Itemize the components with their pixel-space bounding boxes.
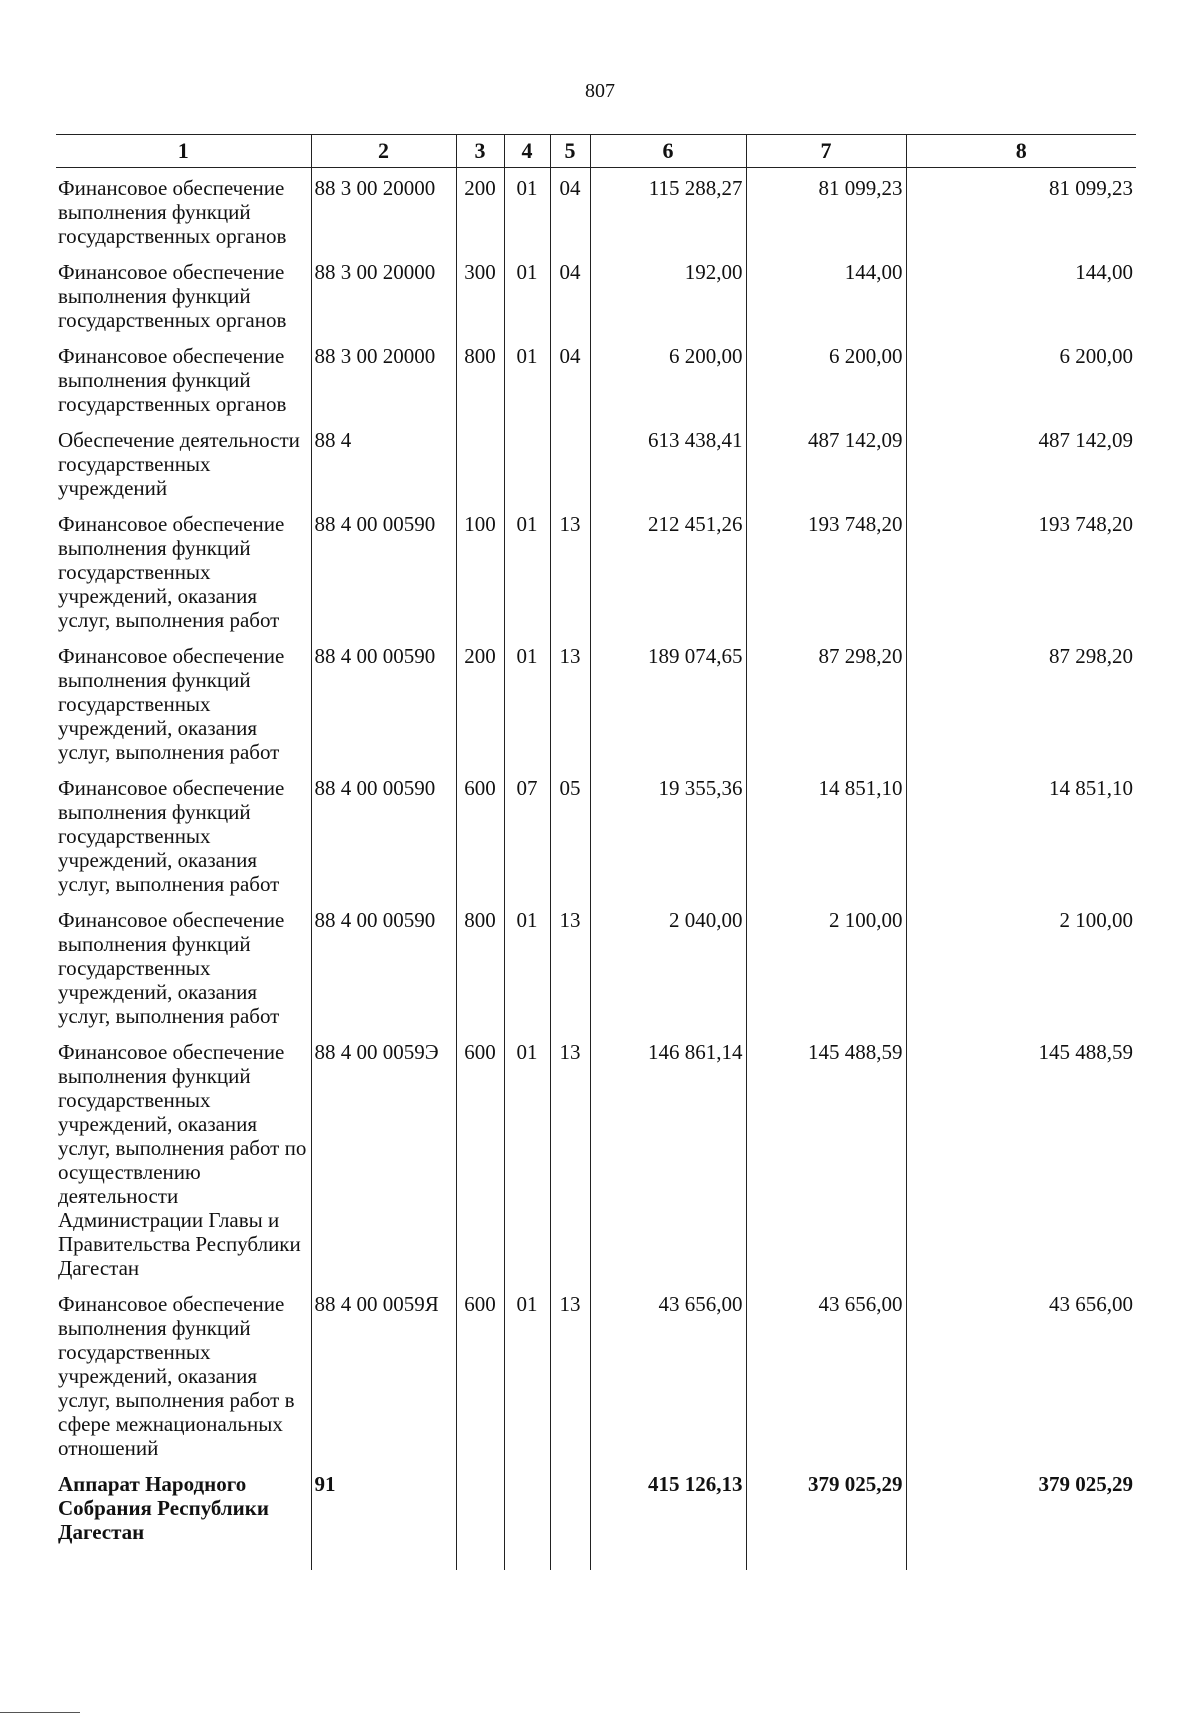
row-amount-col8: 14 851,10 — [906, 768, 1136, 900]
row-amount-col8: 193 748,20 — [906, 504, 1136, 636]
row-section-code — [504, 420, 550, 504]
row-amount-col7: 6 200,00 — [746, 336, 906, 420]
row-description: Аппарат Народного Собрания Республики Дагестан — [58, 1472, 269, 1544]
row-description: Финансовое обеспечение выполнения функций государственных учреждений, оказания услуг, выполнения работ — [58, 776, 285, 896]
page-number: 807 — [585, 80, 615, 102]
column-header-1: 1 — [56, 135, 311, 168]
row-type-code: 100 — [456, 504, 504, 636]
row-type-code — [456, 420, 504, 504]
row-amount-col8: 87 298,20 — [906, 636, 1136, 768]
row-amount-col7: 487 142,09 — [746, 420, 906, 504]
row-code: 88 3 00 20000 — [311, 252, 456, 336]
row-code: 91 — [311, 1464, 456, 1570]
row-amount-col8: 43 656,00 — [906, 1284, 1136, 1464]
row-amount-col8: 487 142,09 — [906, 420, 1136, 504]
row-section-code: 01 — [504, 636, 550, 768]
row-amount-col6: 115 288,27 — [590, 168, 746, 253]
row-amount-col7: 87 298,20 — [746, 636, 906, 768]
row-description: Финансовое обеспечение выполнения функций государственных учреждений, оказания услуг, выполнения работ — [58, 644, 285, 764]
table-row — [56, 1032, 1136, 1284]
row-amount-col7: 14 851,10 — [746, 768, 906, 900]
row-subsection-code — [550, 420, 590, 504]
row-subsection-code: 13 — [550, 636, 590, 768]
row-amount-col8: 2 100,00 — [906, 900, 1136, 1032]
row-type-code: 200 — [456, 636, 504, 768]
row-section-code: 01 — [504, 504, 550, 636]
row-section-code: 01 — [504, 168, 550, 253]
row-subsection-code: 13 — [550, 1284, 590, 1464]
row-code: 88 4 00 0059Э — [311, 1032, 456, 1284]
row-subsection-code: 04 — [550, 252, 590, 336]
row-type-code: 800 — [456, 900, 504, 1032]
row-section-code: 01 — [504, 252, 550, 336]
row-section-code: 01 — [504, 1032, 550, 1284]
row-code: 88 4 00 00590 — [311, 636, 456, 768]
row-description: Финансовое обеспечение выполнения функций государственных органов — [58, 344, 287, 416]
column-header-4: 4 — [504, 135, 550, 168]
table-body — [56, 168, 1136, 1571]
row-amount-col6: 6 200,00 — [590, 336, 746, 420]
row-section-code: 01 — [504, 1284, 550, 1464]
column-header-6: 6 — [590, 135, 746, 168]
row-description: Финансовое обеспечение выполнения функций государственных учреждений, оказания услуг, выполнения работ по осуществлению деятельности Администрации Главы и Правительства Республики Дагестан — [58, 1040, 307, 1280]
row-subsection-code — [550, 1464, 590, 1570]
row-subsection-code: 04 — [550, 168, 590, 253]
row-type-code: 300 — [456, 252, 504, 336]
row-amount-col6: 212 451,26 — [590, 504, 746, 636]
budget-table-container — [56, 134, 1136, 1570]
row-code: 88 3 00 20000 — [311, 336, 456, 420]
row-subsection-code: 13 — [550, 900, 590, 1032]
row-type-code: 600 — [456, 1032, 504, 1284]
row-code: 88 4 00 00590 — [311, 768, 456, 900]
row-amount-col8: 6 200,00 — [906, 336, 1136, 420]
table-row — [56, 168, 1136, 253]
row-amount-col7: 81 099,23 — [746, 168, 906, 253]
row-section-code: 07 — [504, 768, 550, 900]
row-subsection-code: 05 — [550, 768, 590, 900]
header-row — [56, 135, 1136, 168]
row-code: 88 4 00 00590 — [311, 900, 456, 1032]
row-amount-col6: 2 040,00 — [590, 900, 746, 1032]
row-description: Финансовое обеспечение выполнения функций государственных учреждений, оказания услуг, выполнения работ — [58, 512, 285, 632]
row-amount-col7: 379 025,29 — [746, 1464, 906, 1570]
column-header-5: 5 — [550, 135, 590, 168]
row-code: 88 3 00 20000 — [311, 168, 456, 253]
table-row — [56, 1284, 1136, 1464]
row-code: 88 4 00 00590 — [311, 504, 456, 636]
row-amount-col6: 613 438,41 — [590, 420, 746, 504]
table-row — [56, 768, 1136, 900]
row-section-code: 01 — [504, 336, 550, 420]
row-type-code: 600 — [456, 1284, 504, 1464]
row-subsection-code: 04 — [550, 336, 590, 420]
row-type-code: 200 — [456, 168, 504, 253]
table-row — [56, 900, 1136, 1032]
row-description: Финансовое обеспечение выполнения функций государственных органов — [58, 176, 287, 248]
row-type-code — [456, 1464, 504, 1570]
column-header-7: 7 — [746, 135, 906, 168]
row-code: 88 4 00 0059Я — [311, 1284, 456, 1464]
row-description: Финансовое обеспечение выполнения функций государственных учреждений, оказания услуг, выполнения работ в сфере межнациональных отношений — [58, 1292, 295, 1460]
table-row — [56, 420, 1136, 504]
row-amount-col6: 146 861,14 — [590, 1032, 746, 1284]
row-description: Финансовое обеспечение выполнения функций государственных учреждений, оказания услуг, выполнения работ — [58, 908, 285, 1028]
row-amount-col6: 43 656,00 — [590, 1284, 746, 1464]
row-amount-col7: 144,00 — [746, 252, 906, 336]
row-amount-col8: 81 099,23 — [906, 168, 1136, 253]
row-amount-col7: 43 656,00 — [746, 1284, 906, 1464]
row-amount-col8: 144,00 — [906, 252, 1136, 336]
table-row — [56, 636, 1136, 768]
row-amount-col6: 19 355,36 — [590, 768, 746, 900]
row-amount-col6: 415 126,13 — [590, 1464, 746, 1570]
column-header-8: 8 — [906, 135, 1136, 168]
row-type-code: 800 — [456, 336, 504, 420]
row-amount-col6: 189 074,65 — [590, 636, 746, 768]
row-amount-col8: 379 025,29 — [906, 1464, 1136, 1570]
table-row — [56, 252, 1136, 336]
row-description: Финансовое обеспечение выполнения функций государственных органов — [58, 260, 287, 332]
row-code: 88 4 — [311, 420, 456, 504]
row-section-code — [504, 1464, 550, 1570]
table-row — [56, 504, 1136, 636]
row-amount-col8: 145 488,59 — [906, 1032, 1136, 1284]
row-amount-col6: 192,00 — [590, 252, 746, 336]
row-amount-col7: 2 100,00 — [746, 900, 906, 1032]
budget-table — [56, 134, 1136, 1570]
row-subsection-code: 13 — [550, 1032, 590, 1284]
row-amount-col7: 193 748,20 — [746, 504, 906, 636]
row-amount-col7: 145 488,59 — [746, 1032, 906, 1284]
column-header-2: 2 — [311, 135, 456, 168]
table-row — [56, 336, 1136, 420]
row-subsection-code: 13 — [550, 504, 590, 636]
footer-divider — [0, 1712, 80, 1713]
row-description: Обеспечение деятельности государственных учреждений — [58, 428, 300, 500]
column-header-3: 3 — [456, 135, 504, 168]
row-section-code: 01 — [504, 900, 550, 1032]
row-type-code: 600 — [456, 768, 504, 900]
table-row — [56, 1464, 1136, 1570]
